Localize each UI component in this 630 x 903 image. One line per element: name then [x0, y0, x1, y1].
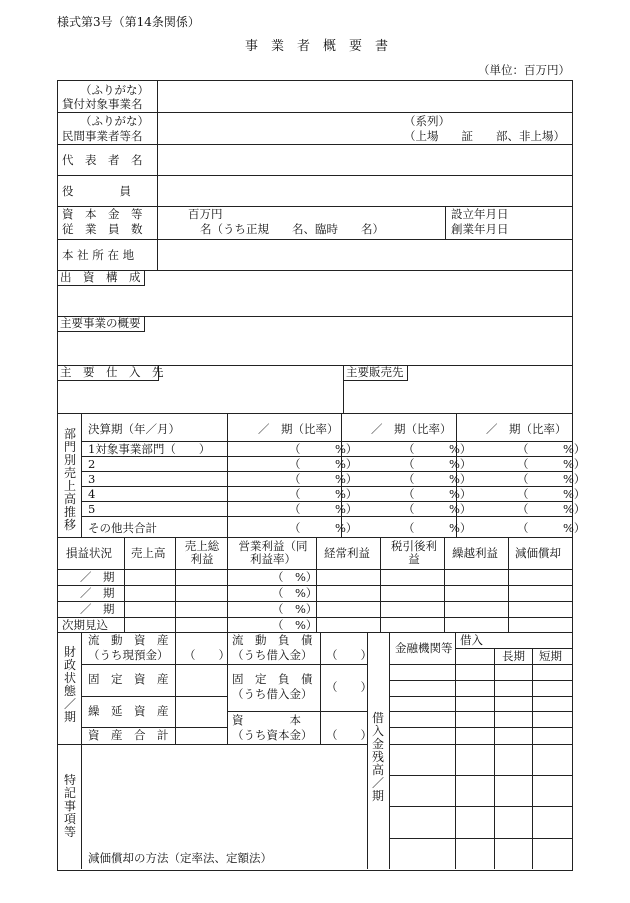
pl-header-net-profit: 税引後利益 [391, 539, 437, 566]
listing-label: （上場 証 部、非上場） [404, 129, 565, 143]
division-row-1: 1対象事業部門（ ） [88, 442, 211, 456]
pl-period: ／ 期 [80, 602, 115, 616]
pl-period: ／ 期 [80, 570, 115, 584]
cell-divider [227, 413, 228, 537]
cell-divider [389, 632, 390, 869]
pl-header-sales: 売上高 [131, 546, 166, 560]
row-line [57, 239, 572, 240]
loans-paren: （ ） [326, 648, 372, 662]
division-row-total: その他共合計 [88, 521, 157, 535]
pct-cell: （ %） [517, 521, 586, 535]
representative-label: 代 表 者 名 [62, 153, 143, 167]
row-line [57, 537, 572, 538]
capital-label: 資 本 [232, 713, 301, 727]
row-line [389, 838, 572, 839]
pct-cell: （ %） [517, 472, 586, 486]
row-line [57, 175, 572, 176]
loans-label: （うち借入金） [232, 648, 313, 662]
row-line [57, 744, 367, 745]
pl-pct: （ %） [272, 602, 318, 616]
current-liabilities-label: 流 動 負 債 [232, 633, 313, 647]
keiretsu-label: （系列） [404, 114, 450, 128]
total-assets-label: 資 産 合 計 [88, 728, 169, 742]
capital-label: 資 本 金 等 [62, 207, 143, 221]
division-row-4: 4 [88, 487, 96, 501]
pl-period: ／ 期 [80, 586, 115, 600]
established-label: 設立年月日 [451, 207, 509, 221]
hq-address-label: 本 社 所 在 地 [62, 248, 135, 262]
target-business-label: 貸付対象事業名 [62, 97, 143, 111]
row-line [389, 775, 572, 776]
page-title: 事 業 者 概 要 書 [245, 39, 389, 54]
cell-divider [81, 413, 82, 537]
capital-stock-label: （うち資本金） [232, 728, 313, 742]
pct-cell: （ %） [403, 487, 472, 501]
cell-divider [320, 632, 321, 744]
investment-label: 出 資 構 成 [57, 270, 145, 286]
pl-header-ordinary-profit: 経常利益 [324, 546, 370, 560]
capital-paren: （ ） [326, 728, 372, 742]
pct-cell: （ %） [403, 521, 472, 535]
cash-paren: （ ） [184, 648, 230, 662]
pct-cell: （ %） [289, 487, 358, 501]
fixed-liabilities-label: 固 定 負 債 [232, 672, 313, 686]
row-line [389, 696, 572, 697]
pl-pct: （ %） [272, 586, 318, 600]
depreciation-method: 減価償却の方法（定率法、定額法） [88, 851, 272, 865]
pl-header-operating-profit: 営業利益（同利益率） [238, 539, 308, 566]
long-term-header: 長期 [502, 649, 525, 663]
pct-cell: （ %） [289, 442, 358, 456]
pct-cell: （ %） [289, 472, 358, 486]
deferred-assets-label: 繰 延 資 産 [88, 704, 169, 718]
borrow-header: 借入 [460, 633, 483, 647]
pl-pct: （ %） [272, 570, 318, 584]
pct-cell: （ %） [403, 442, 472, 456]
row-line [389, 727, 572, 728]
customers-label: 主要販売先 [343, 365, 408, 381]
row-line [81, 664, 367, 665]
loans-paren: （ ） [326, 680, 372, 694]
pct-cell: （ %） [517, 487, 586, 501]
pl-pct: （ %） [272, 618, 318, 632]
suppliers-label: 主 要 仕 入 先 [57, 365, 159, 381]
pl-header-status: 損益状況 [66, 546, 112, 560]
row-line [389, 664, 572, 665]
business-overview-label: 主要事業の概要 [57, 316, 145, 332]
employees-detail: 名（うち正規 名、臨時 名） [200, 222, 384, 236]
finance-side-label: 財政状態／期 [63, 645, 76, 724]
period-header: 決算期（年／月） [88, 422, 180, 436]
pct-cell: （ %） [289, 457, 358, 471]
bank-header: 金融機関等 [395, 641, 453, 655]
pl-header-retained: 繰越利益 [452, 546, 498, 560]
capital-unit: 百万円 [188, 207, 223, 221]
cell-divider [455, 632, 456, 869]
division-row-3: 3 [88, 472, 96, 486]
unit-label: （単位：百万円） [478, 63, 570, 77]
cell-divider [367, 632, 368, 869]
cell-divider [494, 648, 495, 869]
division-row-2: 2 [88, 457, 96, 471]
pct-cell: （ %） [517, 457, 586, 471]
officers-label: 役 員 [62, 184, 131, 198]
row-line [57, 112, 572, 113]
pct-cell: （ %） [289, 521, 358, 535]
cell-divider [81, 632, 82, 869]
period-col-2: ／ 期（比率） [371, 422, 452, 436]
pct-cell: （ %） [289, 502, 358, 516]
furigana-label: （ふりがな） [80, 114, 149, 128]
cash-label: （うち現預金） [88, 648, 169, 662]
pct-cell: （ %） [517, 442, 586, 456]
fixed-assets-label: 固 定 資 産 [88, 672, 169, 686]
current-assets-label: 流 動 資 産 [88, 633, 169, 647]
pct-cell: （ %） [517, 502, 586, 516]
employees-label: 従 業 員 数 [62, 222, 143, 236]
cell-divider [532, 648, 533, 869]
pct-cell: （ %） [403, 472, 472, 486]
short-term-header: 短期 [539, 649, 562, 663]
period-col-3: ／ 期（比率） [486, 422, 567, 436]
row-line [389, 806, 572, 807]
row-line [81, 696, 227, 697]
row-line [57, 413, 572, 414]
row-line [389, 711, 572, 712]
period-col-1: ／ 期（比率） [258, 422, 339, 436]
division-row-5: 5 [88, 502, 96, 516]
row-line [227, 711, 367, 712]
pl-header-gross-profit: 売上総利益 [184, 539, 220, 566]
notes-side-label: 特記事項等 [63, 773, 76, 839]
private-company-label: 民間事業者等名 [62, 129, 143, 143]
form-number: 様式第3号（第14条関係） [57, 15, 200, 29]
pct-cell: （ %） [403, 457, 472, 471]
sales-side-label: 部門別売上高推移 [63, 427, 76, 532]
pl-forecast: 次期見込 [62, 618, 108, 632]
founded-label: 創業年月日 [451, 222, 509, 236]
row-line [57, 144, 572, 145]
furigana-label: （ふりがな） [80, 83, 149, 97]
pct-cell: （ %） [403, 502, 472, 516]
row-line [389, 744, 572, 745]
loan-balance-side-label: 借入金残高／期 [371, 711, 384, 803]
row-line [389, 680, 572, 681]
pl-header-depreciation: 減価償却 [515, 546, 561, 560]
row-line [81, 516, 572, 517]
cell-divider [445, 206, 446, 239]
loans-label: （うち借入金） [232, 687, 313, 701]
